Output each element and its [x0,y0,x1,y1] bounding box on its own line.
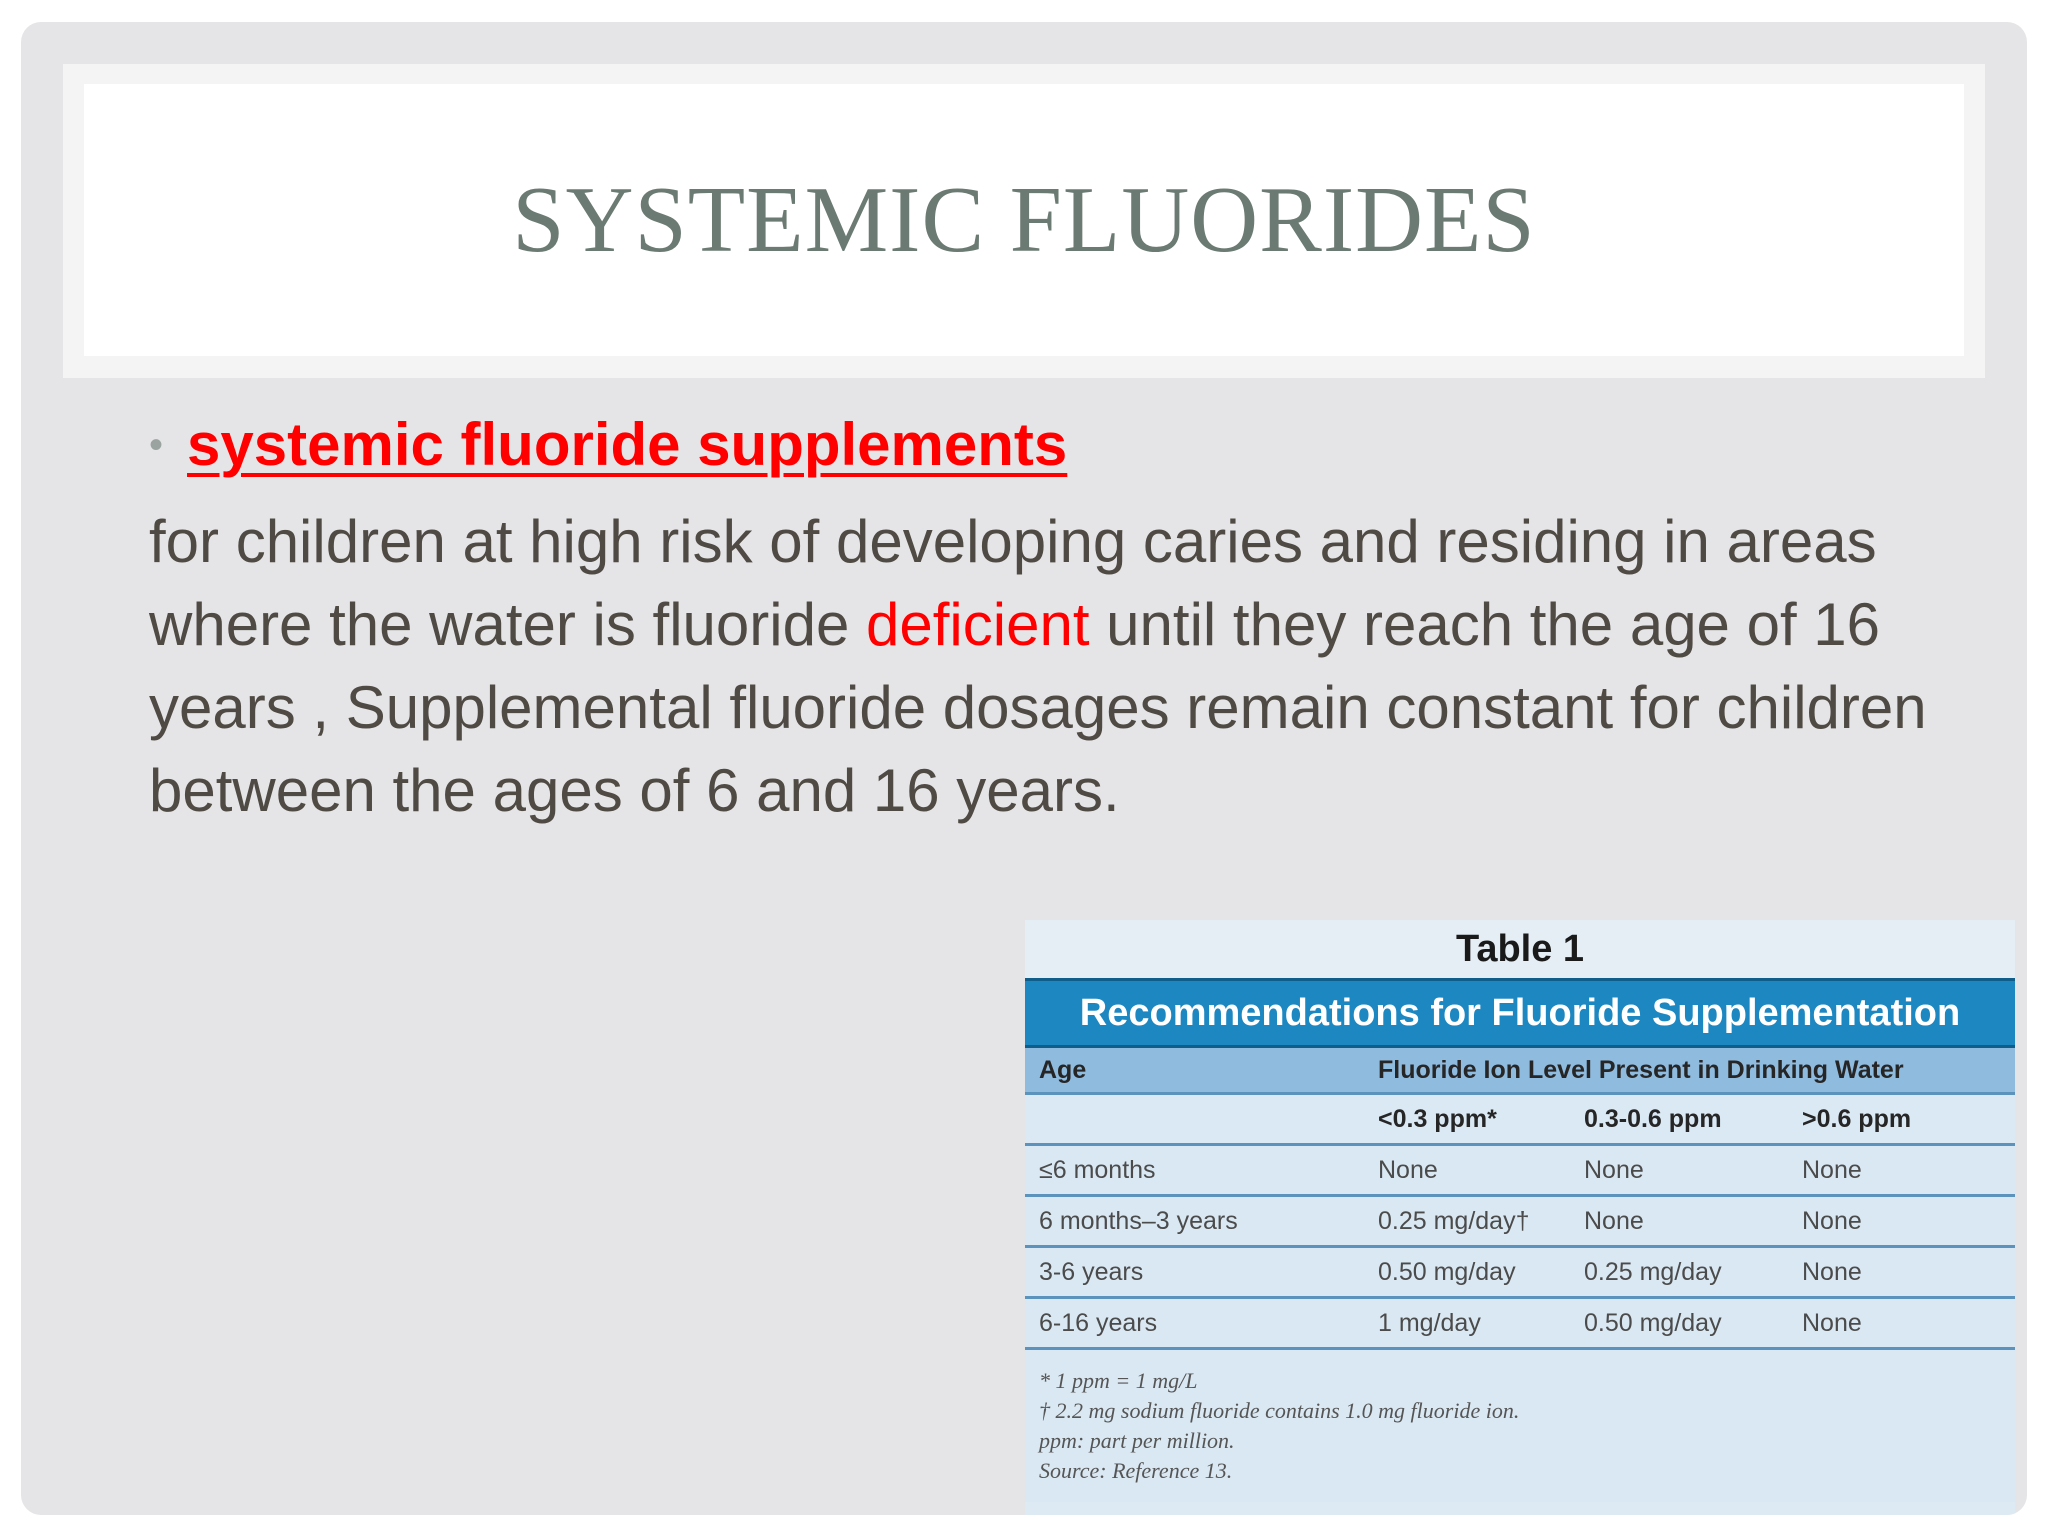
slide-title: SYSTEMIC FLUORIDES [512,168,1536,272]
bullet-heading: systemic fluoride supplements [187,411,1068,478]
note-line: Source: Reference 13. [1039,1458,1233,1483]
cell-mid: 0.25 mg/day [1570,1247,1788,1298]
subheader-mid: 0.3-0.6 ppm [1570,1094,1788,1145]
table-caption: Table 1 [1025,920,2015,978]
cell-mid: None [1570,1196,1788,1247]
table-notes [1025,1350,2015,1502]
bullet-item [149,410,1067,479]
body-text-part2: until they reach the age of 16 years , Supplemental fluoride dosages remain constant for children between the ages of 6 and 16 years. [149,591,1927,824]
cell-high: None [1788,1298,2015,1349]
header-age: Age [1025,1048,1364,1094]
note-line: † 2.2 mg sodium fluoride contains 1.0 mg fluoride ion. [1039,1398,1520,1423]
subheader-low: <0.3 ppm* [1364,1094,1570,1145]
title-box [84,84,1964,356]
cell-mid: 0.50 mg/day [1570,1298,1788,1349]
table-subheader-row [1025,1094,2015,1145]
cell-high: None [1788,1145,2015,1196]
cell-age: 3-6 years [1025,1247,1364,1298]
slide [21,22,2027,1515]
cell-low: 1 mg/day [1364,1298,1570,1349]
fluoride-table [1025,1048,2015,1350]
header-level: Fluoride Ion Level Present in Drinking Water [1364,1048,2015,1094]
table-row [1025,1145,2015,1196]
body-highlight: deficient [866,591,1090,658]
bullet-dot-icon: • [149,422,164,467]
cell-low: 0.25 mg/day† [1364,1196,1570,1247]
table-row [1025,1298,2015,1349]
note-line: ppm: part per million. [1039,1428,1235,1453]
cell-mid: None [1570,1145,1788,1196]
cell-high: None [1788,1196,2015,1247]
table-band-title: Recommendations for Fluoride Supplementation [1025,978,2015,1048]
cell-low: None [1364,1145,1570,1196]
table-header-row [1025,1048,2015,1094]
cell-low: 0.50 mg/day [1364,1247,1570,1298]
table-row [1025,1196,2015,1247]
cell-age: 6-16 years [1025,1298,1364,1349]
cell-age: 6 months–3 years [1025,1196,1364,1247]
body-text-part1: for children at high risk of developing caries and residing in areas where the water is fluoride [149,508,1877,658]
cell-age: ≤6 months [1025,1145,1364,1196]
body-paragraph [149,500,1989,832]
cell-high: None [1788,1247,2015,1298]
note-line: * 1 ppm = 1 mg/L [1039,1368,1198,1393]
subheader-empty [1025,1094,1364,1145]
table-row [1025,1247,2015,1298]
subheader-high: >0.6 ppm [1788,1094,2015,1145]
fluoride-table-image [1025,920,2015,1515]
